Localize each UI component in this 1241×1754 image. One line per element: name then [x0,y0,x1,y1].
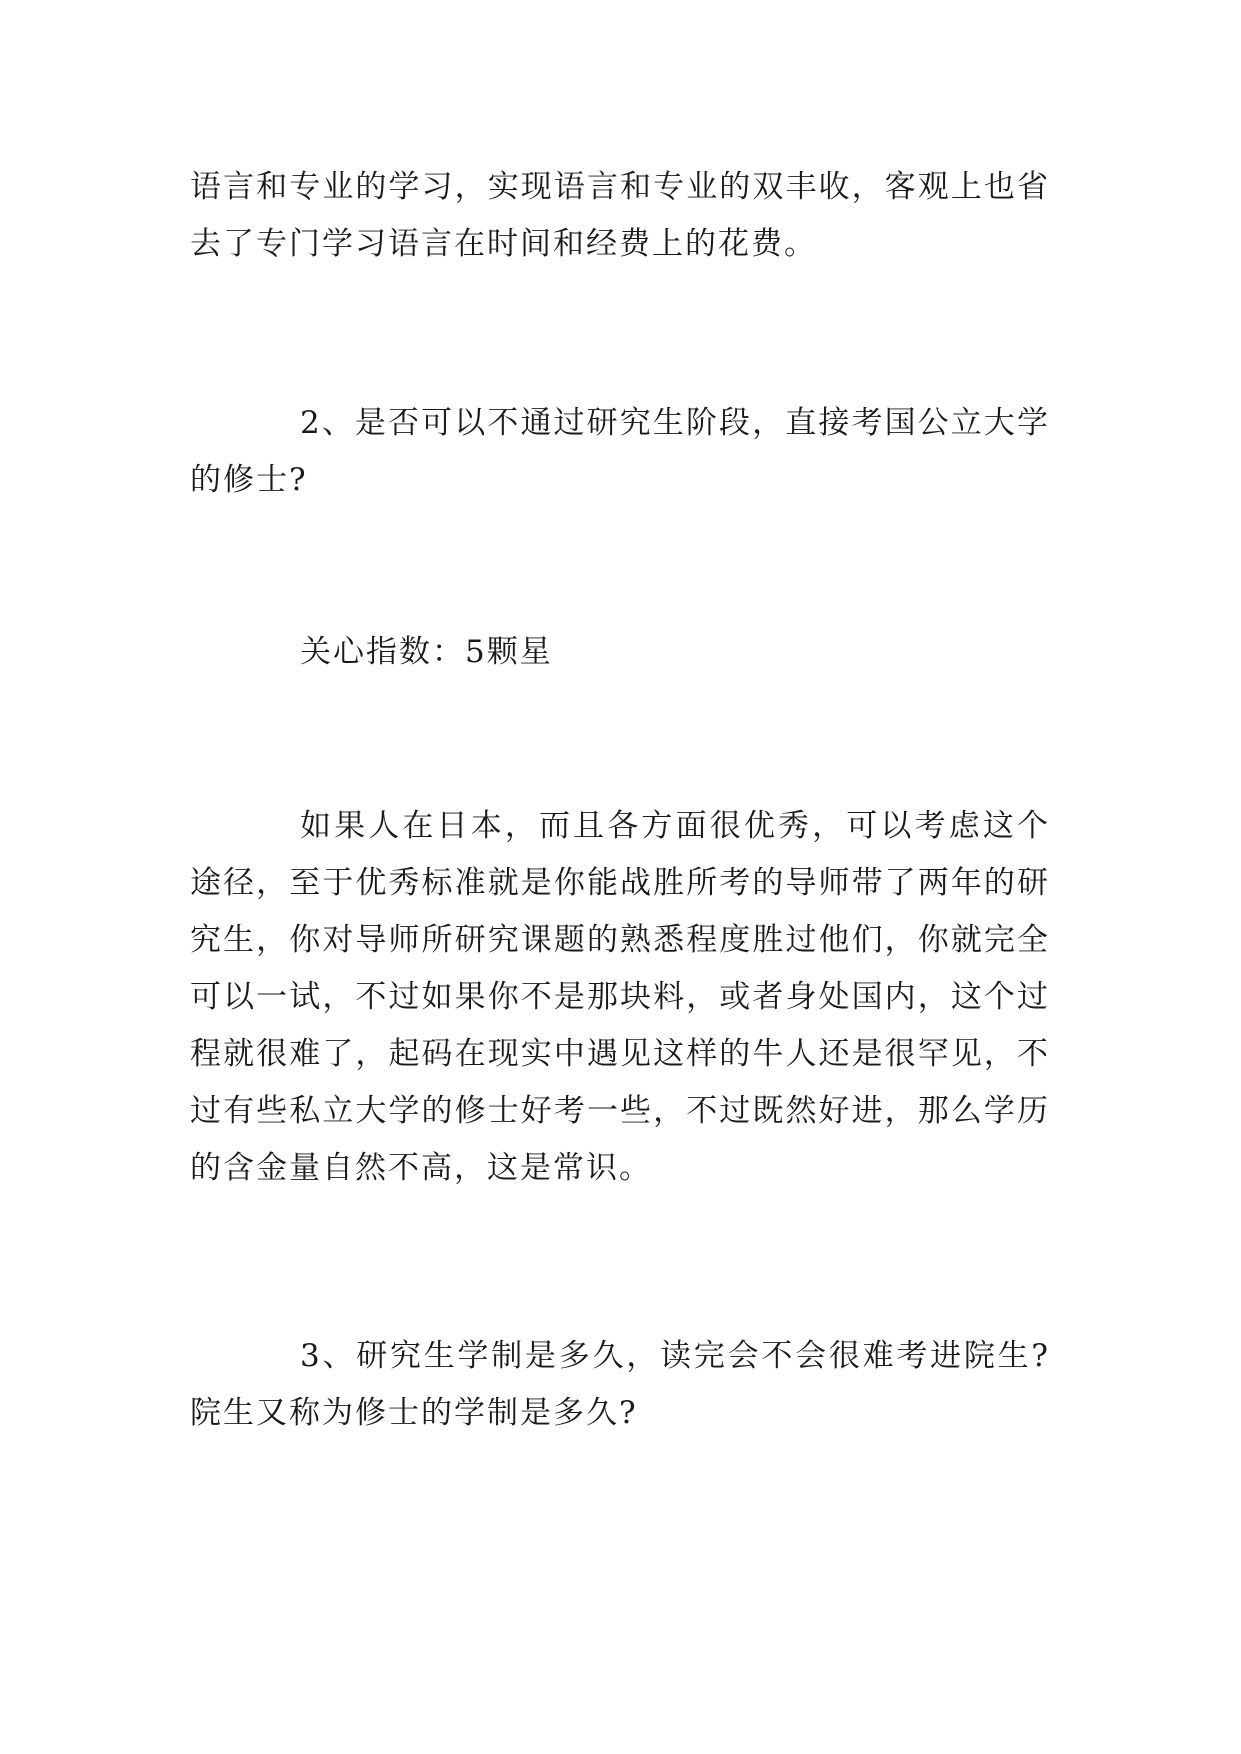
question-heading-3: 3、研究生学制是多久，读完会不会很难考进院生?院生又称为修士的学制是多久? [190,1338,1050,1431]
paragraph-language-study: 语言和专业的学习，实现语言和专业的双丰收，客观上也省去了专门学习语言在时间和经费上的花费。 [190,169,1050,262]
question-heading-2: 2、是否可以不通过研究生阶段，直接考国公立大学的修士? [190,405,1050,498]
concern-rating: 关心指数：5颗星 [300,634,553,670]
answer-paragraph-2: 如果人在日本，而且各方面很优秀，可以考虑这个途径，至于优秀标准就是你能战胜所考的导师带了两年的研究生，你对导师所研究课题的熟悉程度胜过他们，你就完全可以一试，不过如果你不是那块料，或者身处国内，这个过程就很难了，起码在现实中遇见这样的牛人还是很罕见，不过有些私立大学的修士好考一些，不过既然好进，那么学历的含金量自然不高，这是常识。 [190,808,1050,1186]
